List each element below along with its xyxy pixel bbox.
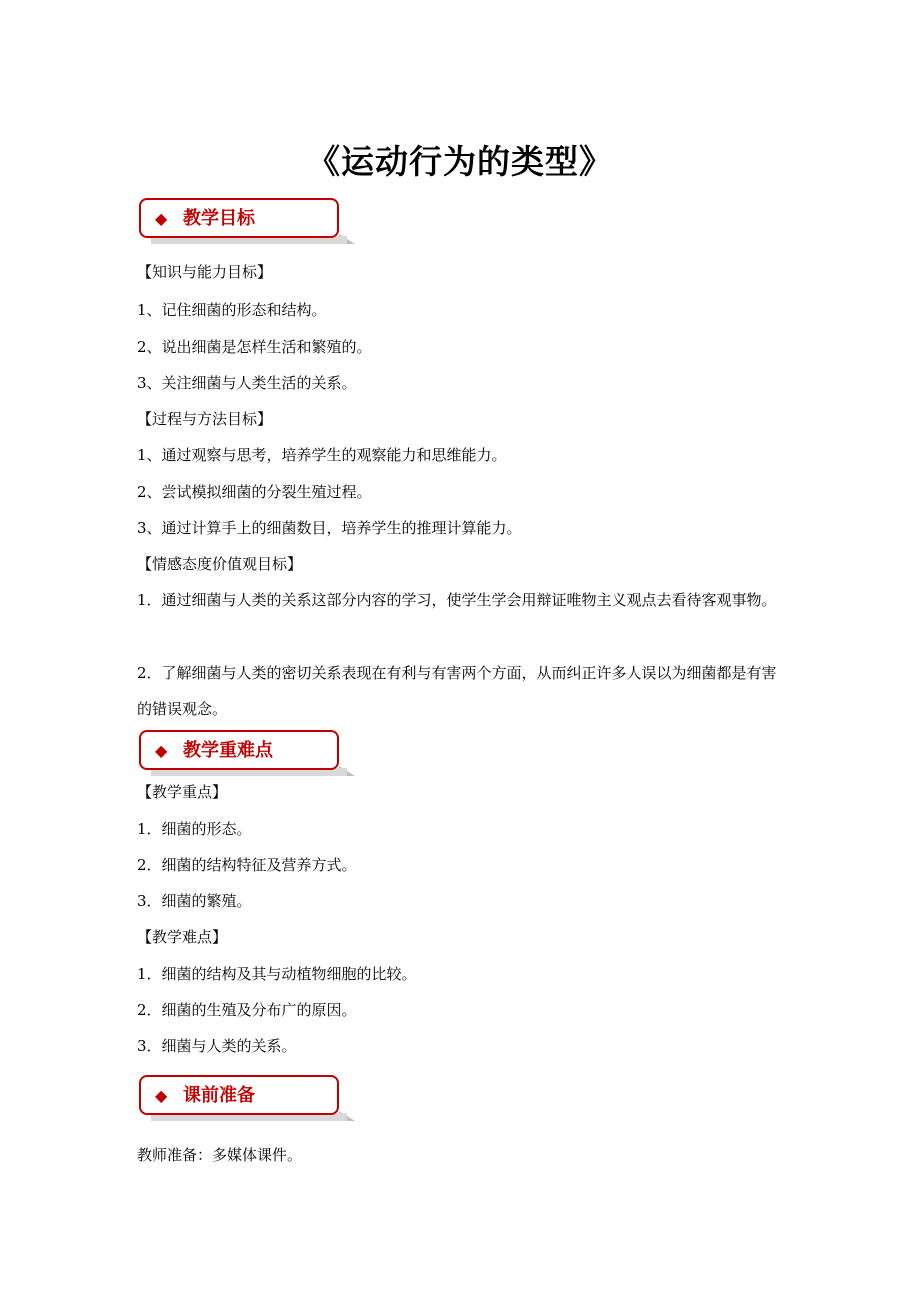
diamond-icon: ◆ [155,741,168,760]
difficulty-heading: 【教学难点】 [137,928,228,946]
list-item: 1．细菌的形态。 [137,820,252,838]
list-item: 2．细菌的生殖及分布广的原因。 [137,1001,357,1019]
list-item: 3、通过计算手上的细菌数目，培养学生的推理计算能力。 [137,519,522,537]
emotion-heading: 【情感态度价值观目标】 [137,555,303,573]
list-item: 2、尝试模拟细菌的分裂生殖过程。 [137,483,372,501]
section-header-preparation [139,1075,357,1121]
teacher-preparation: 教师准备：多媒体课件。 [137,1146,303,1164]
process-heading: 【过程与方法目标】 [137,410,273,428]
diamond-icon: ◆ [155,209,168,228]
list-item: 1、记住细菌的形态和结构。 [137,301,327,319]
section-header-key-points [139,730,357,776]
list-item: 2．细菌的结构特征及营养方式。 [137,856,357,874]
paragraph: 2．了解细菌与人类的密切关系表现在有利与有害两个方面，从而纠正许多人误以为细菌都是有害的错误观念。 [137,664,777,718]
section-title: 课前准备 [183,1085,255,1106]
section-header-objectives [139,198,357,244]
list-item: 3．细菌与人类的关系。 [137,1037,297,1055]
paragraph: 1．通过细菌与人类的关系这部分内容的学习，使学生学会用辩证唯物主义观点去看待客观事物。 [137,591,777,609]
list-item: 1．细菌的结构及其与动植物细胞的比较。 [137,965,417,983]
section-header-box [139,198,339,238]
section-title: 教学重难点 [183,740,273,761]
list-item: 3、关注细菌与人类生活的关系。 [137,374,357,392]
diamond-icon: ◆ [155,1086,168,1105]
page-title: 《运动行为的类型》 [307,142,613,181]
list-item: 2、说出细菌是怎样生活和繁殖的。 [137,338,372,356]
section-header-box [139,730,339,770]
knowledge-heading: 【知识与能力目标】 [137,263,273,281]
list-item: 3．细菌的繁殖。 [137,892,252,910]
section-title: 教学目标 [183,208,255,229]
list-item: 1、通过观察与思考，培养学生的观察能力和思维能力。 [137,446,507,464]
section-header-box [139,1075,339,1115]
focus-heading: 【教学重点】 [137,783,228,801]
